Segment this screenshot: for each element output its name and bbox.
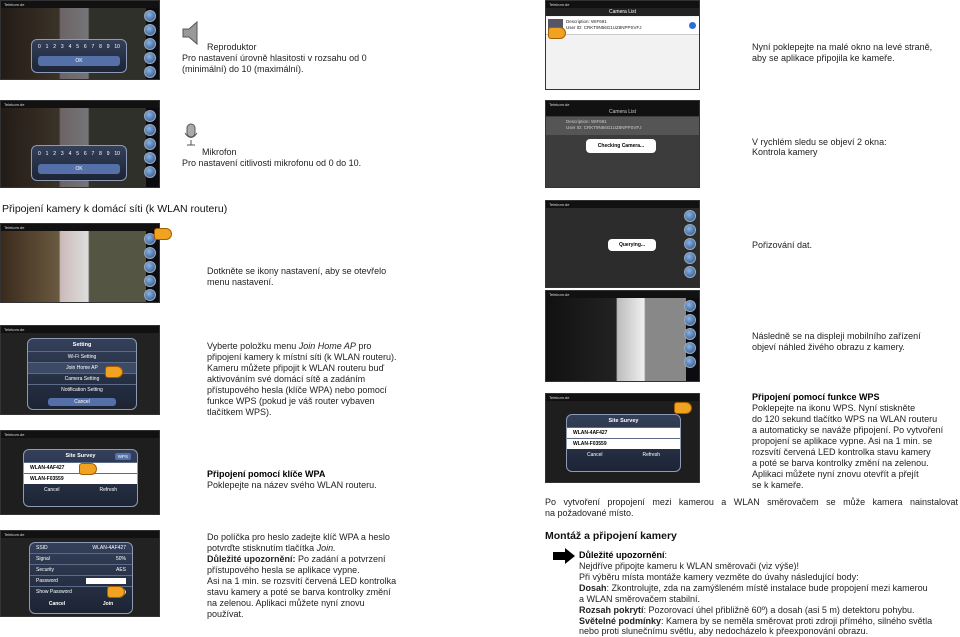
speaker-icon: [180, 20, 204, 46]
tick-label: 0: [38, 44, 41, 50]
control-icon[interactable]: [684, 300, 696, 312]
wps-line: propojení se aplikace vypne. Asi na 1 min. se: [752, 436, 933, 446]
icon-rail: [144, 233, 157, 301]
status-bar: [546, 1, 699, 8]
status-bar: [1, 101, 159, 108]
carrier-label: Telekom.de: [549, 395, 570, 400]
camera-view: [1, 231, 146, 303]
screenshot-setting-menu: [0, 325, 160, 415]
status-bar: [546, 201, 699, 208]
control-icon[interactable]: [144, 166, 156, 178]
join-line: aktivováním své domácí sítě a zadáním: [207, 374, 366, 384]
volume-dialog: [31, 39, 127, 73]
setting-title: Setting: [72, 342, 92, 348]
reproduktor-title: Reproduktor: [207, 42, 257, 52]
control-icon[interactable]: [144, 24, 156, 36]
password-row[interactable]: [30, 575, 132, 586]
tick-label: 2: [53, 151, 57, 157]
reproduktor-line: Pro nastavení úrovně hlasitosti v rozsahu od 0: [182, 53, 367, 63]
warn-title-line: Důležité upozornění:: [579, 550, 668, 560]
join-line: Kameru můžete připojit k WLAN routeru buď: [207, 363, 385, 373]
wps-line: Aplikaci můžete nyní znovu otevřít a přejít: [752, 469, 919, 479]
control-icon[interactable]: [684, 314, 696, 326]
join-emphasis: Join.: [316, 543, 336, 553]
carrier-label: Telekom.de: [4, 532, 25, 537]
instruction-line: objeví náhled živého obrazu z kamery.: [752, 342, 905, 352]
site-survey-title: Site Survey: [608, 418, 639, 424]
info-icon[interactable]: [689, 22, 696, 29]
screenshot-live-view: [545, 290, 700, 382]
final-line: Po vytvoření propojení mezi kamerou a WLAN směrovačem se může kamera nainstalovat: [545, 497, 958, 507]
warn-bold: Světelné podmínky: [579, 616, 662, 626]
wps-button[interactable]: WPS: [115, 453, 131, 460]
arrow-icon: [553, 548, 575, 564]
site-survey-dialog: [566, 414, 681, 472]
join-home-ap-emphasis: Join Home AP: [298, 341, 356, 351]
screenshot-site-survey-wps: [545, 393, 700, 483]
screenshot-site-survey-wpa: [0, 430, 160, 515]
pw-line: [207, 543, 336, 554]
screenshot-camera-list: [545, 0, 700, 90]
instruction-line: Dotkněte se ikony nastavení, aby se otevřelo: [207, 266, 387, 276]
tick-label: 8: [99, 151, 102, 157]
warn-text: : Pozorovací úhel přibližně 60º) a dosah (asi 5 m) detektoru pohybu.: [643, 605, 915, 615]
network-item[interactable]: WLAN-4AF427: [24, 462, 137, 473]
screenshot-speaker-volume: [0, 0, 160, 80]
control-icon[interactable]: [144, 152, 156, 164]
tick-label: 10: [114, 151, 120, 157]
tick-label: 1: [45, 151, 49, 157]
control-icon[interactable]: [684, 224, 696, 236]
status-bar: [1, 326, 159, 333]
warn-text: : Kamera by se neměla směrovat proti zdroji přímého, silného světla: [661, 616, 933, 626]
wps-line: a poté se barva kontrolky změní na zelenou.: [752, 458, 929, 468]
warn-line: [579, 583, 928, 594]
control-icon[interactable]: [144, 38, 156, 50]
querying-popup: Querying...: [608, 239, 656, 251]
camera-list-title: Camera List: [546, 8, 699, 16]
microphone-icon: [183, 123, 199, 147]
status-bar: [546, 394, 699, 401]
join-text: Vyberte položku menu: [207, 341, 299, 351]
status-bar: [1, 431, 159, 438]
screenshot-querying: [545, 200, 700, 288]
wps-line: rozsvítí červená LED kontrolka stavu kamery: [752, 447, 931, 457]
cancel-button[interactable]: Cancel: [48, 601, 66, 607]
camera-list-title: Camera List: [546, 108, 699, 116]
wifi-form: [29, 542, 133, 614]
pw-line: na zelenou. Aplikaci můžete nyní znovu: [207, 598, 365, 608]
pointing-hand-icon: [674, 402, 692, 414]
instruction-line: aby se aplikace připojila ke kameře.: [752, 53, 895, 63]
warn-line: Nejdříve připojte kameru k WLAN směrovači (viz výše)!: [579, 561, 800, 571]
control-icon[interactable]: [684, 342, 696, 354]
instruction-line: Následně se na displeji mobilního zařízení: [752, 331, 921, 341]
pw-line: přístupového hesla se aplikace vypne.: [207, 565, 360, 575]
form-value: WLAN-4AF427: [92, 545, 126, 551]
camera-list-item: [546, 117, 699, 135]
carrier-label: Telekom.de: [4, 432, 25, 437]
form-label: Password: [36, 578, 58, 584]
tick-label: 2: [53, 44, 57, 50]
final-line: na požadované místo.: [545, 508, 634, 518]
control-icon[interactable]: [684, 252, 696, 264]
control-icon[interactable]: [684, 210, 696, 222]
control-icon[interactable]: [144, 10, 156, 22]
ssid-row: [30, 543, 132, 553]
tick-label: 6: [83, 151, 87, 157]
status-bar: [1, 1, 159, 8]
cancel-button[interactable]: Cancel: [586, 452, 603, 458]
join-line: funkce WPS (pokud je váš router vybaven: [207, 396, 375, 406]
tick-label: 7: [91, 151, 95, 157]
carrier-label: Telekom.de: [4, 225, 25, 230]
tick-label: 4: [68, 151, 72, 157]
screenshot-checking-camera: [545, 100, 700, 188]
tick-label: 3: [60, 44, 64, 50]
join-line: [207, 341, 371, 352]
menu-item-camera-setting[interactable]: Camera Setting: [28, 373, 136, 384]
pointing-hand-icon: [107, 586, 125, 598]
pw-line: Asi na 1 min. se rozsvítí červená LED kontrolka: [207, 576, 397, 586]
screenshot-microphone: [0, 100, 160, 188]
pw-text: potvrďte stisknutím tlačítka: [207, 543, 317, 553]
reproduktor-line: (minimální) do 10 (maximální).: [182, 64, 304, 74]
tick-label: 10: [114, 44, 120, 50]
camera-description: Description: WIF691: [566, 19, 607, 24]
tick-label: 6: [83, 44, 87, 50]
warn-line: [579, 605, 914, 616]
control-icon[interactable]: [684, 356, 696, 368]
join-line: připojení kamery k místní síti (k WLAN routeru).: [207, 352, 397, 362]
tick-label: 5: [76, 151, 79, 157]
wps-line: a automaticky se naváže připojení. Po vytvoření: [752, 425, 944, 435]
pw-line: [207, 554, 386, 565]
pw-text: Po zadání a potvrzení: [295, 554, 386, 564]
form-value: 50%: [115, 556, 126, 562]
carrier-label: Telekom.de: [549, 292, 570, 297]
cancel-button[interactable]: Cancel: [43, 487, 60, 493]
menu-item-join-home-ap[interactable]: Join Home AP: [28, 362, 136, 373]
join-button[interactable]: Join: [102, 601, 114, 607]
instruction-line: Pořizování dat.: [752, 240, 813, 250]
ok-button[interactable]: OK: [38, 164, 120, 174]
tick-label: 9: [106, 151, 110, 157]
control-icon[interactable]: [144, 110, 156, 122]
instruction-line: V rychlém sledu se objeví 2 okna:: [752, 137, 887, 147]
screenshot-settings-icon: [0, 223, 160, 303]
warn-text: : Zkontrolujte, zda na zamýšleném místě instalace bude propojení mezi kamerou: [606, 583, 928, 593]
warn-line: a WLAN směrovačem stabilní.: [579, 594, 701, 604]
control-icon[interactable]: [684, 328, 696, 340]
wps-line: se k kameře.: [752, 480, 804, 490]
instruction-line: Kontrola kamery: [752, 147, 818, 157]
wpa-title: Připojení pomocí klíče WPA: [207, 469, 326, 479]
icon-rail: [144, 10, 157, 78]
mic-slider[interactable]: [32, 146, 126, 157]
wps-line: do 120 sekund tlačítko WPS na WLAN routeru: [752, 414, 938, 424]
join-line: přístupového hesla (klíče WPA) nebo pomocí: [207, 385, 387, 395]
control-icon[interactable]: [144, 275, 156, 287]
mikrofon-line: Pro nastavení citlivosti mikrofonu od 0 do 10.: [182, 158, 362, 168]
icon-rail: [144, 110, 157, 178]
carrier-label: Telekom.de: [4, 327, 25, 332]
carrier-label: Telekom.de: [549, 102, 570, 107]
carrier-label: Telekom.de: [549, 2, 570, 7]
tick-label: 4: [68, 44, 72, 50]
warn-bold: Dosah: [579, 583, 607, 593]
control-icon[interactable]: [684, 238, 696, 250]
password-field[interactable]: [86, 578, 126, 584]
network-item[interactable]: WLAN-4AF427: [567, 427, 680, 438]
warn-title: Důležité upozornění: [579, 550, 665, 560]
pointing-hand-icon: [154, 228, 172, 240]
camera-description: Description: WIF691: [566, 119, 607, 124]
cancel-button[interactable]: Cancel: [48, 398, 116, 406]
pw-line: používat.: [207, 609, 244, 619]
form-value: AES: [115, 567, 126, 573]
carrier-label: Telekom.de: [4, 102, 25, 107]
menu-item-wifi-setting[interactable]: Wi-Fi Setting: [28, 351, 136, 362]
status-bar: [1, 531, 159, 538]
form-label: Security: [36, 567, 55, 573]
control-icon[interactable]: [144, 66, 156, 78]
mic-dialog: [31, 145, 127, 181]
site-survey-dialog: [23, 449, 138, 507]
wpa-line: Poklepejte na název svého WLAN routeru.: [207, 480, 377, 490]
ok-button[interactable]: OK: [38, 56, 120, 66]
join-line: tlačítkem WPS).: [207, 407, 272, 417]
network-item[interactable]: WLAN-F03559: [24, 473, 137, 484]
control-icon[interactable]: [144, 289, 156, 301]
camera-user-id: User ID: CRKT9N56G1UZ8NPPSVFJ: [566, 125, 642, 130]
menu-item-notification-setting[interactable]: Notification Setting: [28, 384, 136, 395]
icon-rail: [684, 210, 697, 278]
status-bar: [1, 224, 159, 231]
wps-title: Připojení pomocí funkce WPS: [752, 392, 880, 402]
form-label: SSID: [36, 545, 48, 551]
signal-row: [30, 553, 132, 564]
control-icon[interactable]: [684, 266, 696, 278]
control-icon[interactable]: [144, 247, 156, 259]
control-icon[interactable]: [144, 52, 156, 64]
control-icon[interactable]: [144, 124, 156, 136]
pointing-hand-icon: [548, 27, 566, 39]
warn-line: nebo proti slunečnímu světlu, aby nedocházelo k přeexponování obrazu.: [579, 626, 869, 636]
warn-bold: Rozsah pokrytí: [579, 605, 644, 615]
refresh-button[interactable]: Refresh: [99, 487, 118, 493]
tick-label: 7: [91, 44, 95, 50]
checking-camera-popup: Checking Camera...: [586, 139, 656, 153]
live-camera-image: [546, 298, 686, 382]
camera-user-id: User ID: CRKT9N56G1UZ8NPPSVFJ: [566, 25, 642, 30]
important-notice-label: Důležité upozornění:: [207, 554, 296, 564]
instruction-line: Nyní poklepejte na malé okno na levé straně,: [752, 42, 933, 52]
status-bar: [546, 291, 699, 298]
security-row: [30, 564, 132, 575]
refresh-button[interactable]: Refresh: [642, 452, 661, 458]
join-text: pro: [355, 341, 372, 351]
mikrofon-title: Mikrofon: [202, 147, 237, 157]
warn-line: Při výběru místa montáže kamery vezměte do úvahy následující body:: [579, 572, 859, 582]
mount-heading: Montáž a připojení kamery: [545, 530, 677, 542]
carrier-label: Telekom.de: [4, 2, 25, 7]
carrier-label: Telekom.de: [549, 202, 570, 207]
instruction-line: menu nastavení.: [207, 277, 274, 287]
tick-label: 3: [60, 151, 64, 157]
pointing-hand-icon: [79, 463, 97, 475]
tick-label: 9: [106, 44, 110, 50]
pw-line: stavu kamery a poté se barva kontrolky změní: [207, 587, 391, 597]
tick-label: 5: [76, 44, 79, 50]
camera-list-item[interactable]: [546, 17, 699, 35]
screenshot-wifi-password: [0, 530, 160, 617]
section-heading-wlan: Připojení kamery k domácí síti (k WLAN routeru): [2, 203, 228, 215]
network-item[interactable]: WLAN-F03559: [567, 438, 680, 449]
volume-slider[interactable]: [32, 40, 126, 50]
tick-label: 0: [38, 151, 41, 157]
form-label: Show Password: [36, 589, 72, 595]
pw-line: Do políčka pro heslo zadejte klíč WPA a heslo: [207, 532, 390, 542]
control-icon[interactable]: [144, 138, 156, 150]
icon-rail: [684, 300, 697, 368]
control-icon[interactable]: [144, 261, 156, 273]
tick-label: 8: [99, 44, 102, 50]
status-bar: [546, 101, 699, 108]
site-survey-title: Site Survey: [65, 453, 96, 459]
wps-line: Poklepejte na ikonu WPS. Nyní stiskněte: [752, 403, 916, 413]
tick-label: 1: [45, 44, 49, 50]
form-label: Signal: [36, 556, 50, 562]
pointing-hand-icon: [105, 366, 123, 378]
